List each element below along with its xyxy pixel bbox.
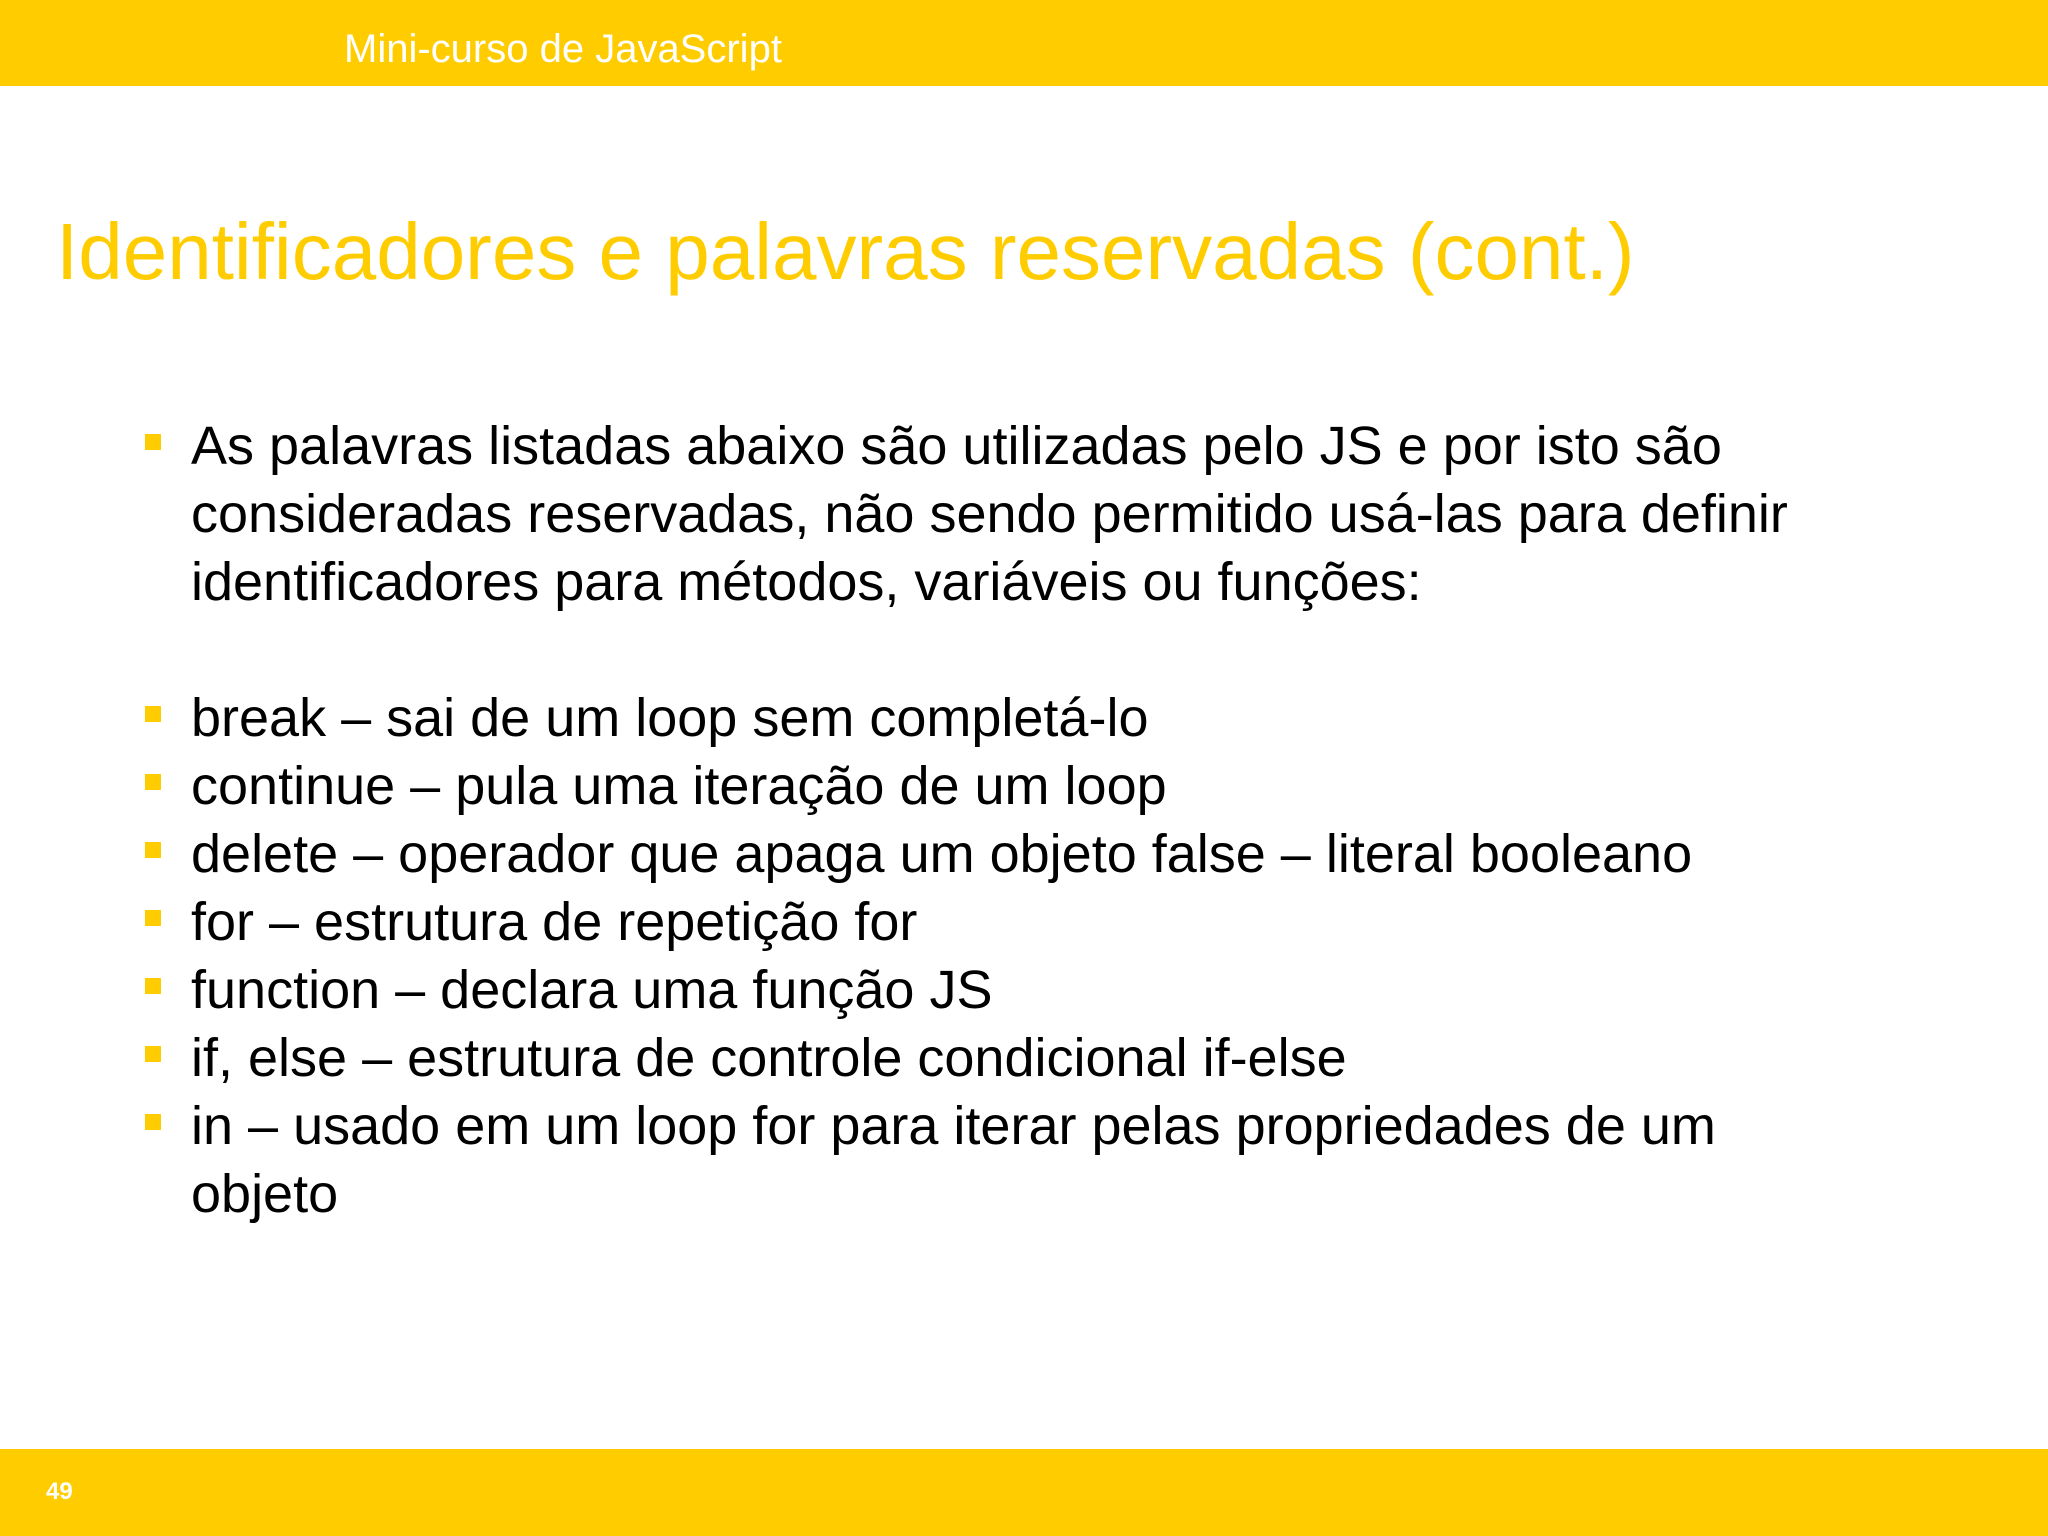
square-bullet-icon [145,978,161,994]
bullet-text: As palavras listadas abaixo são utilizadas pelo JS e por isto são consideradas reservadas, não sendo permitido usá-las para definir identificadores para métodos, variáveis ou funções: [191,416,1788,612]
square-bullet-icon [145,774,161,790]
square-bullet-icon [145,910,161,926]
square-bullet-icon [145,1046,161,1062]
footer-bar [0,1449,2048,1536]
bullet-text: for – estrutura de repetição for [191,892,918,952]
slide-number: 49 [46,1478,73,1505]
slide-title: Identificadores e palavras reservadas (cont.) [56,207,1635,296]
bullet-text: delete – operador que apaga um objeto false – literal booleano [191,824,1693,884]
square-bullet-icon [145,842,161,858]
bullet-text: if, else – estrutura de controle condicional if-else [191,1028,1347,1088]
bullet-list [0,412,1871,1228]
bullet-for [0,888,1871,956]
bullet-if-else [0,1024,1871,1092]
bullet-in [0,1092,1871,1228]
bullet-text: continue – pula uma iteração de um loop [191,756,1167,816]
square-bullet-icon [145,706,161,722]
square-bullet-icon [145,434,161,450]
bullet-function [0,956,1871,1024]
bullet-break [0,684,1871,752]
bullet-text: in – usado em um loop for para iterar pelas propriedades de um objeto [191,1096,1716,1224]
course-title: Mini-curso de JavaScript [344,27,782,71]
bullet-delete [0,820,1871,888]
header-bar [0,0,2048,86]
square-bullet-icon [145,1114,161,1130]
bullet-text: function – declara uma função JS [191,960,993,1020]
bullet-continue [0,752,1871,820]
bullet-text: break – sai de um loop sem completá-lo [191,688,1149,748]
bullet-intro [0,412,1871,616]
